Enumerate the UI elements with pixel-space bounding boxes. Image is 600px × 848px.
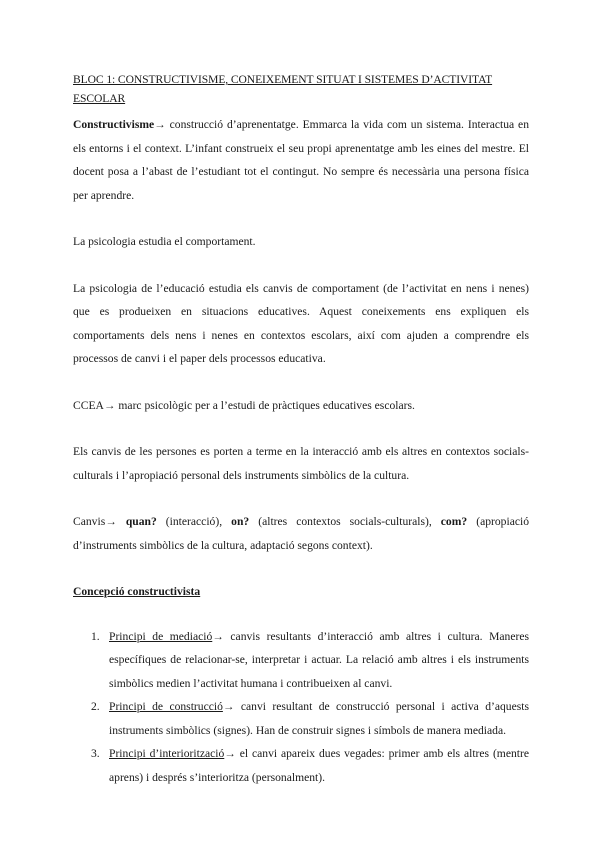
paragraph-lead: Canvis→ — [73, 515, 126, 528]
paragraph-text: → construcció d’aprenentatge. Emmarca la vida com un sistema. Interactua en els entorns i el context. L’infant construeix el seu propi aprenentatge amb les eines del mestre. El docent posa a l’abast de l’estudiant tot el contingut. No sempre és necessària una persona física per aprendre. — [73, 118, 529, 202]
term-constructivisme: Constructivisme — [73, 118, 155, 131]
question-com: com? — [440, 515, 468, 528]
document-title: BLOC 1: CONSTRUCTIVISME, CONEIXEMENT SITUAT I SISTEMES D’ACTIVITAT ESCOLAR — [73, 73, 493, 105]
section-heading: Concepció constructivista — [73, 585, 201, 598]
list-item-text: → canvi resultant de construcció personal i activa d’aquests instruments simbòlics (signes). Han de construir signes i símbols de manera mediada. — [109, 700, 529, 737]
paragraph-psicologia-educacio: La psicologia de l’educació estudia els canvis de comportament (de l’activitat en nens i nenes) que es produeixen en situacions educatives. Aquest coneixements ens expliquen els comportaments dels nens i nenes en contextos escolars, així com ajuden a comprendre els processos de canvi i el paper dels processos educativa. — [73, 281, 529, 365]
term-principi-interioritzacio: Principi d’interiorització — [109, 747, 225, 760]
list-item-interioritzacio — [73, 742, 529, 789]
paragraph-ccea: CCEA→ marc psicològic per a l’estudi de pràctiques educatives escolars. — [73, 398, 415, 412]
list-item-mediacio — [73, 625, 529, 696]
list-item-text: → canvis resultants d’interacció amb altres i cultura. Maneres específiques de relacionar-se, interpretar i actuar. La relació amb altres i els instruments simbòlics medien l’activitat humana i contribueixen al canvi. — [109, 629, 529, 690]
question-quan: quan? — [125, 515, 157, 528]
term-principi-mediacio: Principi de mediació — [109, 629, 213, 643]
list-item-text: → el canvi apareix dues vegades: primer amb els altres (mentre aprens) i després s’interioritza (personalment). — [109, 747, 529, 784]
list-item-construccio — [73, 695, 529, 742]
paragraph-psicologia: La psicologia estudia el comportament. — [73, 235, 256, 248]
question-on: on? — [231, 515, 250, 528]
document-body — [73, 70, 529, 789]
paragraph-canvis-persones: Els canvis de les persones es porten a terme en la interacció amb els altres en contextos socials-culturals i l’apropiació personal dels instruments simbòlics de la cultura. — [73, 445, 529, 482]
term-principi-construccio: Principi de construcció — [109, 700, 223, 713]
paragraph-text: (interacció), — [156, 515, 232, 528]
list-number: 2. — [91, 700, 100, 713]
paragraph-text: (apropiació d’instruments simbòlics de la cultura, adaptació segons context). — [73, 515, 529, 552]
list-number: 3. — [91, 747, 100, 760]
principles-list — [73, 625, 529, 790]
list-number: 1. — [91, 629, 100, 643]
paragraph-canvis-preguntes — [73, 510, 529, 557]
paragraph-constructivisme — [73, 113, 529, 207]
paragraph-text: (altres contextos socials-culturals), — [249, 515, 441, 528]
